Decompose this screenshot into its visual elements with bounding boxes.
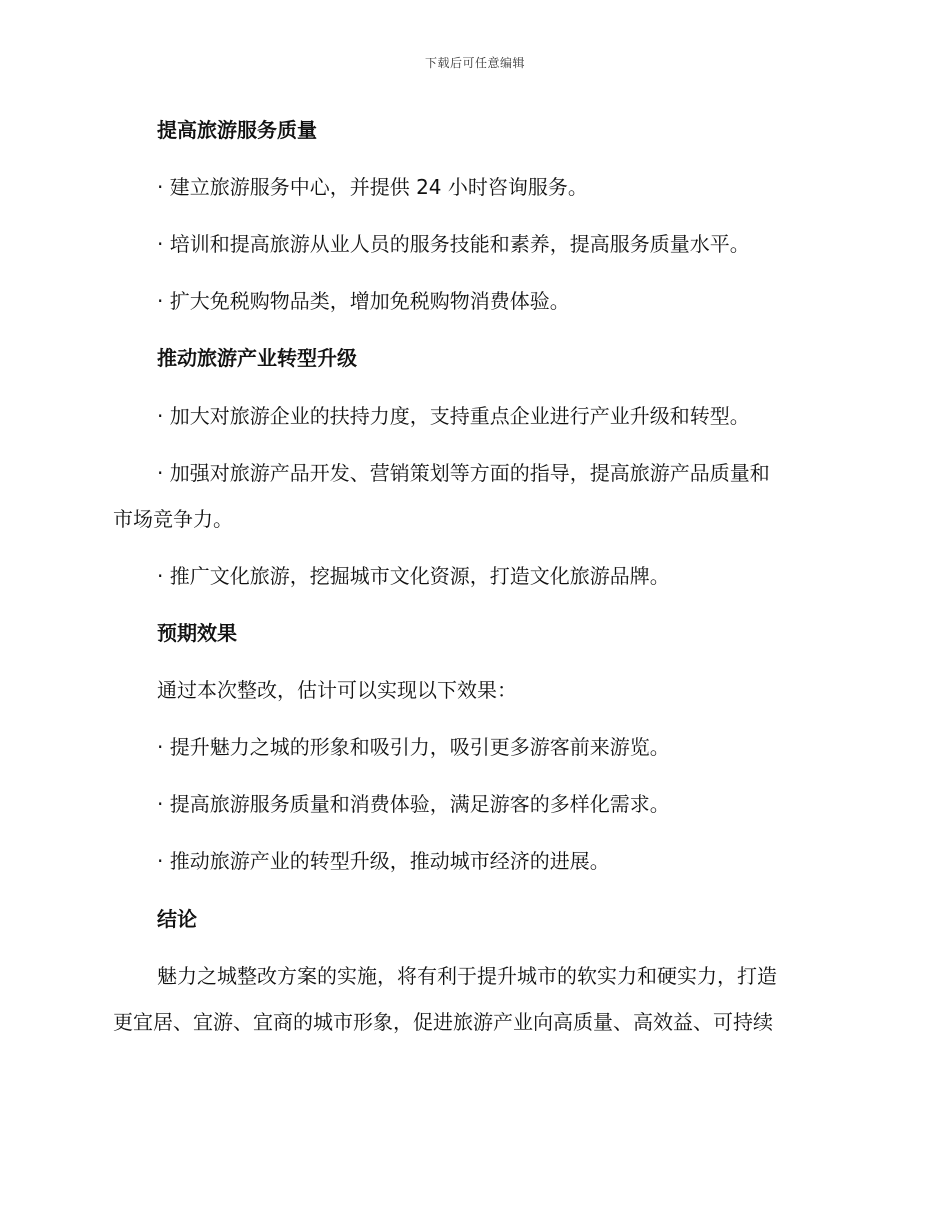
bullet-service-center: · 建立旅游服务中心，并提供 24 小时咨询服务。 [157, 175, 588, 199]
bullet-city-image: · 提升魅力之城的形象和吸引力，吸引更多游客前来游览。 [157, 735, 670, 759]
section-heading-service-quality: 提高旅游服务质量 [157, 118, 317, 142]
paragraph-conclusion-line2: 更宜居、宜游、宜商的城市形象，促进旅游产业向高质量、高效益、可持续 [113, 1010, 773, 1034]
bullet-cultural-tourism: · 推广文化旅游，挖掘城市文化资源，打造文化旅游品牌。 [157, 564, 670, 588]
bullet-duty-free: · 扩大免税购物品类，增加免税购物消费体验。 [157, 289, 570, 313]
section-heading-expected-effects: 预期效果 [157, 621, 237, 645]
paragraph-effects-intro: 通过本次整改，估计可以实现以下效果： [157, 678, 517, 702]
paragraph-conclusion-line1: 魅力之城整改方案的实施，将有利于提升城市的软实力和硬实力，打造 [157, 964, 777, 988]
section-heading-industry-upgrade: 推动旅游产业转型升级 [157, 346, 357, 370]
bullet-staff-training: · 培训和提高旅游从业人员的服务技能和素养，提高服务质量水平。 [157, 232, 750, 256]
bullet-service-consumption: · 提高旅游服务质量和消费体验，满足游客的多样化需求。 [157, 792, 670, 816]
bullet-product-guidance-line1: · 加强对旅游产品开发、营销策划等方面的指导，提高旅游产品质量和 [157, 461, 770, 485]
section-heading-conclusion: 结论 [157, 907, 197, 931]
bullet-enterprise-support: · 加大对旅游企业的扶持力度，支持重点企业进行产业升级和转型。 [157, 404, 750, 428]
bullet-product-guidance-line2: 市场竞争力。 [113, 507, 233, 531]
bullet-economic-progress: · 推动旅游产业的转型升级，推动城市经济的进展。 [157, 849, 610, 873]
page-header-note: 下载后可任意编辑 [424, 56, 525, 70]
